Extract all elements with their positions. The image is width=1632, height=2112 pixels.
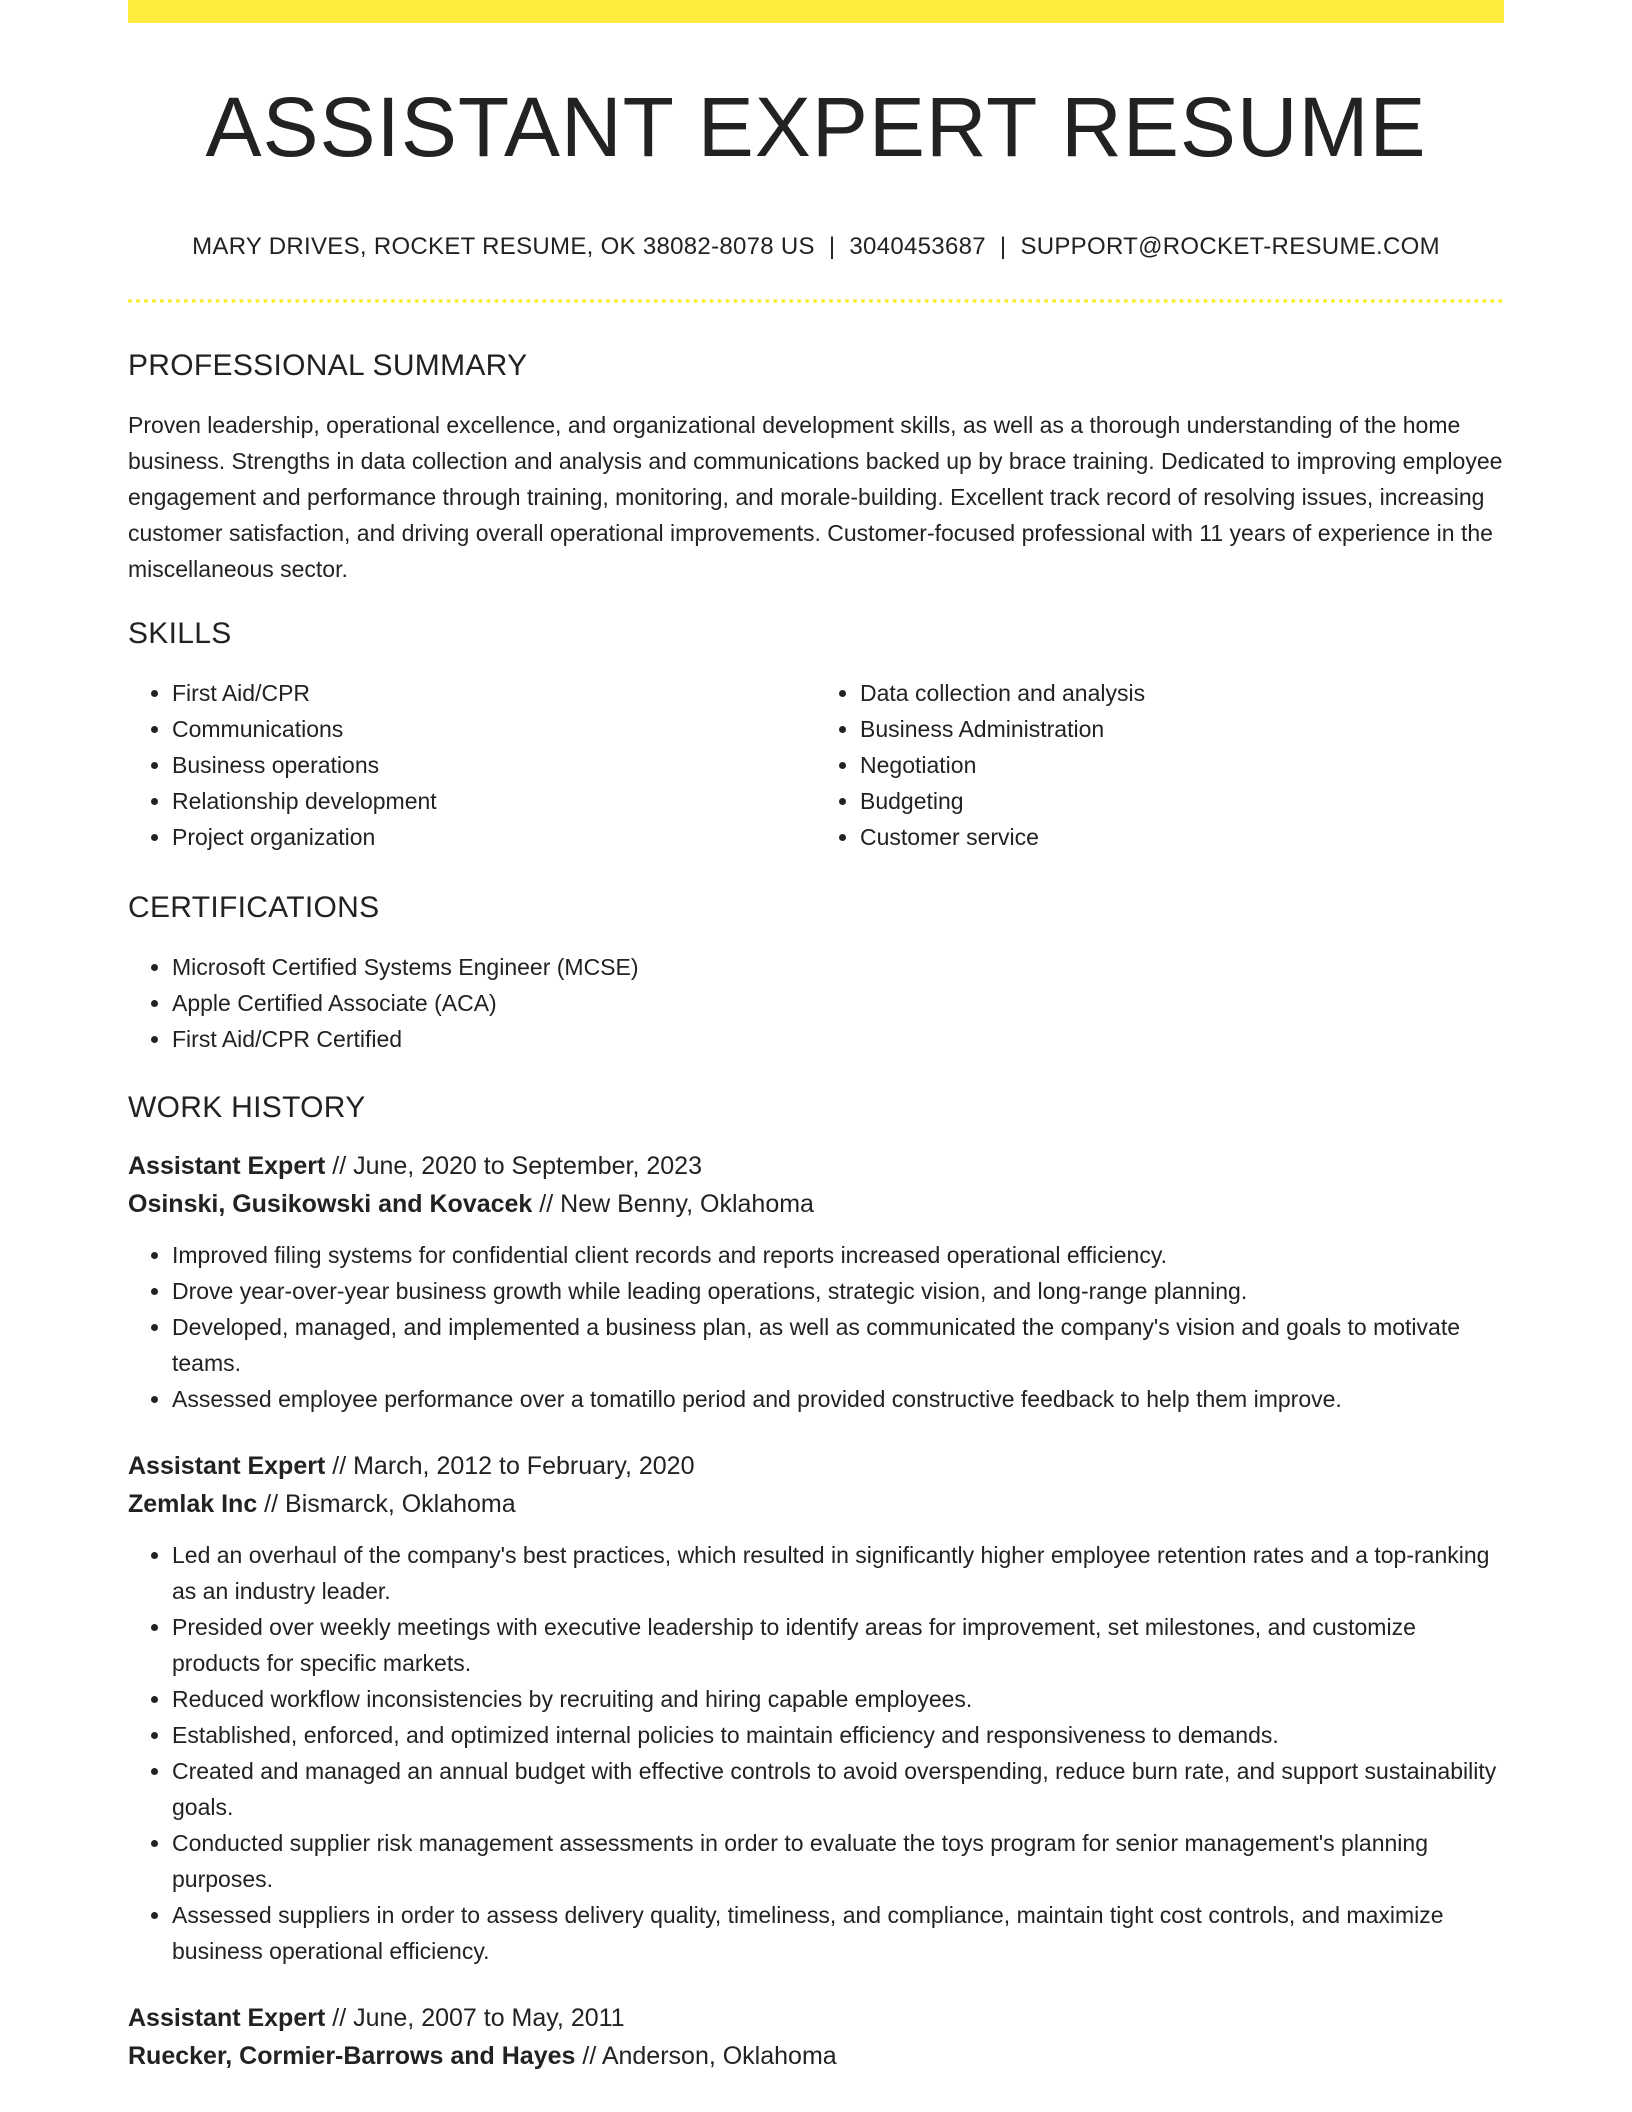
job-bullets xyxy=(128,1537,1504,1969)
job-entry xyxy=(128,1147,1504,1417)
job-bullet: • Presided over weekly meetings with executive leadership to identify areas for improvement, set milestones, and customize products for specific markets. xyxy=(172,1609,1504,1681)
job-company-line xyxy=(128,1485,1504,1523)
job-delimiter: // xyxy=(325,1152,354,1180)
job-delimiter: // xyxy=(532,1190,561,1218)
job-title: Assistant Expert xyxy=(128,1152,326,1180)
job-company: Osinski, Gusikowski and Kovacek xyxy=(128,1190,533,1218)
contact-phone: 3040453687 xyxy=(849,233,986,260)
job-company: Zemlak Inc xyxy=(128,1490,258,1518)
contact-email: SUPPORT@ROCKET-RESUME.COM xyxy=(1020,233,1440,260)
resume-title: ASSISTANT EXPERT RESUME xyxy=(205,80,1427,174)
job-delimiter: // xyxy=(325,2004,354,2032)
job-delimiter: // xyxy=(575,2042,602,2070)
skill-item: • First Aid/CPR xyxy=(172,675,816,711)
skills-list-right xyxy=(816,675,1504,855)
skill-item: • Business Administration xyxy=(860,711,1504,747)
summary-heading: PROFESSIONAL SUMMARY xyxy=(128,349,528,382)
job-title: Assistant Expert xyxy=(128,1452,326,1480)
job-bullet: • Established, enforced, and optimized internal policies to maintain efficiency and responsiveness to demands. xyxy=(172,1717,1504,1753)
work-history-heading: WORK HISTORY xyxy=(128,1091,366,1124)
skill-item: • Data collection and analysis xyxy=(860,675,1504,711)
job-company-line xyxy=(128,2037,1504,2075)
skill-item: • Customer service xyxy=(860,819,1504,855)
job-location: New Benny, Oklahoma xyxy=(560,1190,814,1218)
job-bullet: • Created and managed an annual budget with effective controls to avoid overspending, reduce burn rate, and support sustainability goals. xyxy=(172,1753,1504,1825)
job-location: Anderson, Oklahoma xyxy=(601,2042,837,2070)
contact-address: MARY DRIVES, ROCKET RESUME, OK 38082-8078 US xyxy=(192,233,815,260)
skill-item: • Communications xyxy=(172,711,816,747)
job-bullet: • Led an overhaul of the company's best practices, which resulted in significantly higher employee retention rates and a top-ranking as an industry leader. xyxy=(172,1537,1504,1609)
job-title-line xyxy=(128,1147,1504,1185)
job-delimiter: // xyxy=(325,1452,354,1480)
skill-item: • Budgeting xyxy=(860,783,1504,819)
job-entry xyxy=(128,1999,1504,2075)
job-title-line xyxy=(128,1447,1504,1485)
certification-item: • First Aid/CPR Certified xyxy=(172,1021,1504,1057)
resume-page xyxy=(128,0,1504,2075)
job-bullet: • Assessed employee performance over a tomatillo period and provided constructive feedback to help them improve. xyxy=(172,1381,1504,1417)
job-bullet: • Developed, managed, and implemented a business plan, as well as communicated the company's vision and goals to motivate teams. xyxy=(172,1309,1504,1381)
dotted-divider xyxy=(128,299,1504,303)
summary-text: Proven leadership, operational excellence, and organizational development skills, as well as a thorough understanding of the home business. Strengths in data collection and analysis and communications backed up by brace training. Dedicated to improving employee engagement and performance through training, monitoring, and morale-building. Excellent track record of resolving issues, increasing customer satisfaction, and driving overall operational improvements. Customer-focused professional with 11 years of experience in the miscellaneous sector. xyxy=(128,412,1503,582)
job-company: Ruecker, Cormier-Barrows and Hayes xyxy=(128,2042,576,2070)
skills-grid xyxy=(128,675,1504,855)
certifications-list xyxy=(128,949,1504,1057)
accent-top-bar xyxy=(128,0,1504,23)
skills-heading: SKILLS xyxy=(128,617,232,650)
contact-separator: | xyxy=(828,233,836,260)
job-dates: March, 2012 to February, 2020 xyxy=(353,1452,695,1480)
skill-item: • Negotiation xyxy=(860,747,1504,783)
job-dates: June, 2020 to September, 2023 xyxy=(353,1152,702,1180)
certifications-heading: CERTIFICATIONS xyxy=(128,891,380,924)
job-bullet: • Reduced workflow inconsistencies by recruiting and hiring capable employees. xyxy=(172,1681,1504,1717)
contact-separator: | xyxy=(999,233,1007,260)
job-title: Assistant Expert xyxy=(128,2004,326,2032)
skill-item: • Business operations xyxy=(172,747,816,783)
skills-list-left xyxy=(128,675,816,855)
job-title-line xyxy=(128,1999,1504,2037)
job-bullet: • Assessed suppliers in order to assess delivery quality, timeliness, and compliance, maintain tight cost controls, and maximize business operational efficiency. xyxy=(172,1897,1504,1969)
skill-item: • Project organization xyxy=(172,819,816,855)
job-bullet: • Drove year-over-year business growth while leading operations, strategic vision, and long-range planning. xyxy=(172,1273,1504,1309)
job-bullets xyxy=(128,1237,1504,1417)
skill-item: • Relationship development xyxy=(172,783,816,819)
certification-item: • Microsoft Certified Systems Engineer (MCSE) xyxy=(172,949,1504,985)
job-bullet: • Improved filing systems for confidential client records and reports increased operational efficiency. xyxy=(172,1237,1504,1273)
certification-item: • Apple Certified Associate (ACA) xyxy=(172,985,1504,1021)
job-dates: June, 2007 to May, 2011 xyxy=(353,2004,625,2032)
job-delimiter: // xyxy=(257,1490,286,1518)
job-bullet: • Conducted supplier risk management assessments in order to evaluate the toys program for senior management's planning purposes. xyxy=(172,1825,1504,1897)
job-location: Bismarck, Oklahoma xyxy=(285,1490,516,1518)
job-company-line xyxy=(128,1185,1504,1223)
job-entry xyxy=(128,1447,1504,1969)
contact-line xyxy=(128,233,1504,261)
